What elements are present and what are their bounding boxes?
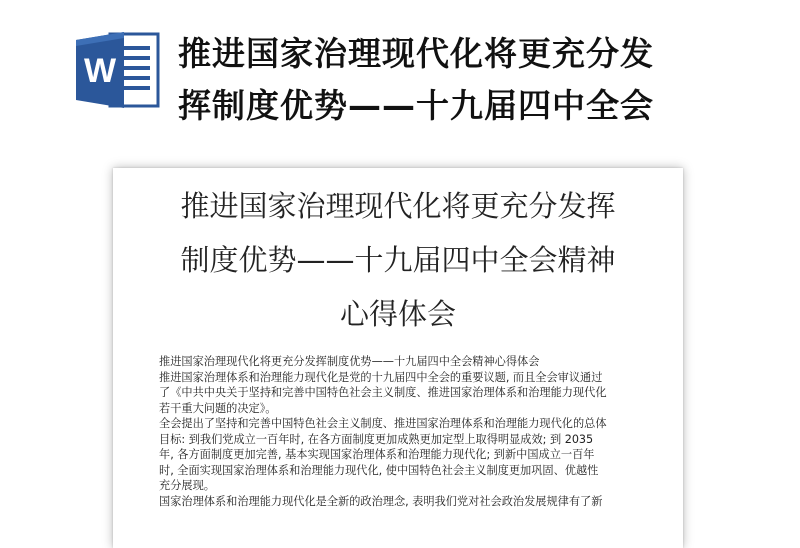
- body-line: 充分展现。: [159, 479, 215, 492]
- header-banner: [0, 0, 800, 160]
- word-icon-letter: W: [83, 52, 117, 90]
- body-line: 年, 各方面制度更加完善, 基本实现国家治理体系和治理能力现代化; 到新中国成立一百年: [159, 448, 595, 461]
- body-line: 时, 全面实现国家治理体系和治理能力现代化, 使中国特色社会主义制度更加巩固、优越性: [159, 463, 599, 477]
- header-title-line-1: 推进国家治理现代化将更充分发: [178, 34, 654, 73]
- document-title-line-2: 制度优势——十九届四中全会精神: [180, 243, 616, 277]
- document-page: [113, 168, 683, 548]
- document-title-line-1: 推进国家治理现代化将更充分发挥: [180, 189, 616, 223]
- body-line: 推进国家治理现代化将更充分发挥制度优势——十九届四中全会精神心得体会: [159, 355, 540, 368]
- header-title-line-2: 挥制度优势——十九届四中全会: [178, 86, 654, 125]
- body-line: 推进国家治理体系和治理能力现代化是党的十九届四中全会的重要议题, 而且全会审议通过: [159, 370, 603, 384]
- body-line: 国家治理体系和治理能力现代化是全新的政治理念, 表明我们党对社会政治发展规律有了新: [159, 494, 603, 508]
- document-body: [159, 354, 641, 509]
- body-line: 全会提出了坚持和完善中国特色社会主义制度、推进国家治理体系和治理能力现代化的总体: [159, 417, 607, 430]
- body-line: 目标: 到我们党成立一百年时, 在各方面制度更加成熟更加定型上取得明显成效; 到 2035: [159, 432, 594, 446]
- body-line: 若干重大问题的决定》。: [159, 401, 277, 415]
- document-title-line-3: 心得体会: [339, 297, 456, 331]
- word-document-icon: [72, 28, 164, 112]
- body-line: 了《中共中央关于坚持和完善中国特色社会主义制度、推进国家治理体系和治理能力现代化: [159, 386, 607, 399]
